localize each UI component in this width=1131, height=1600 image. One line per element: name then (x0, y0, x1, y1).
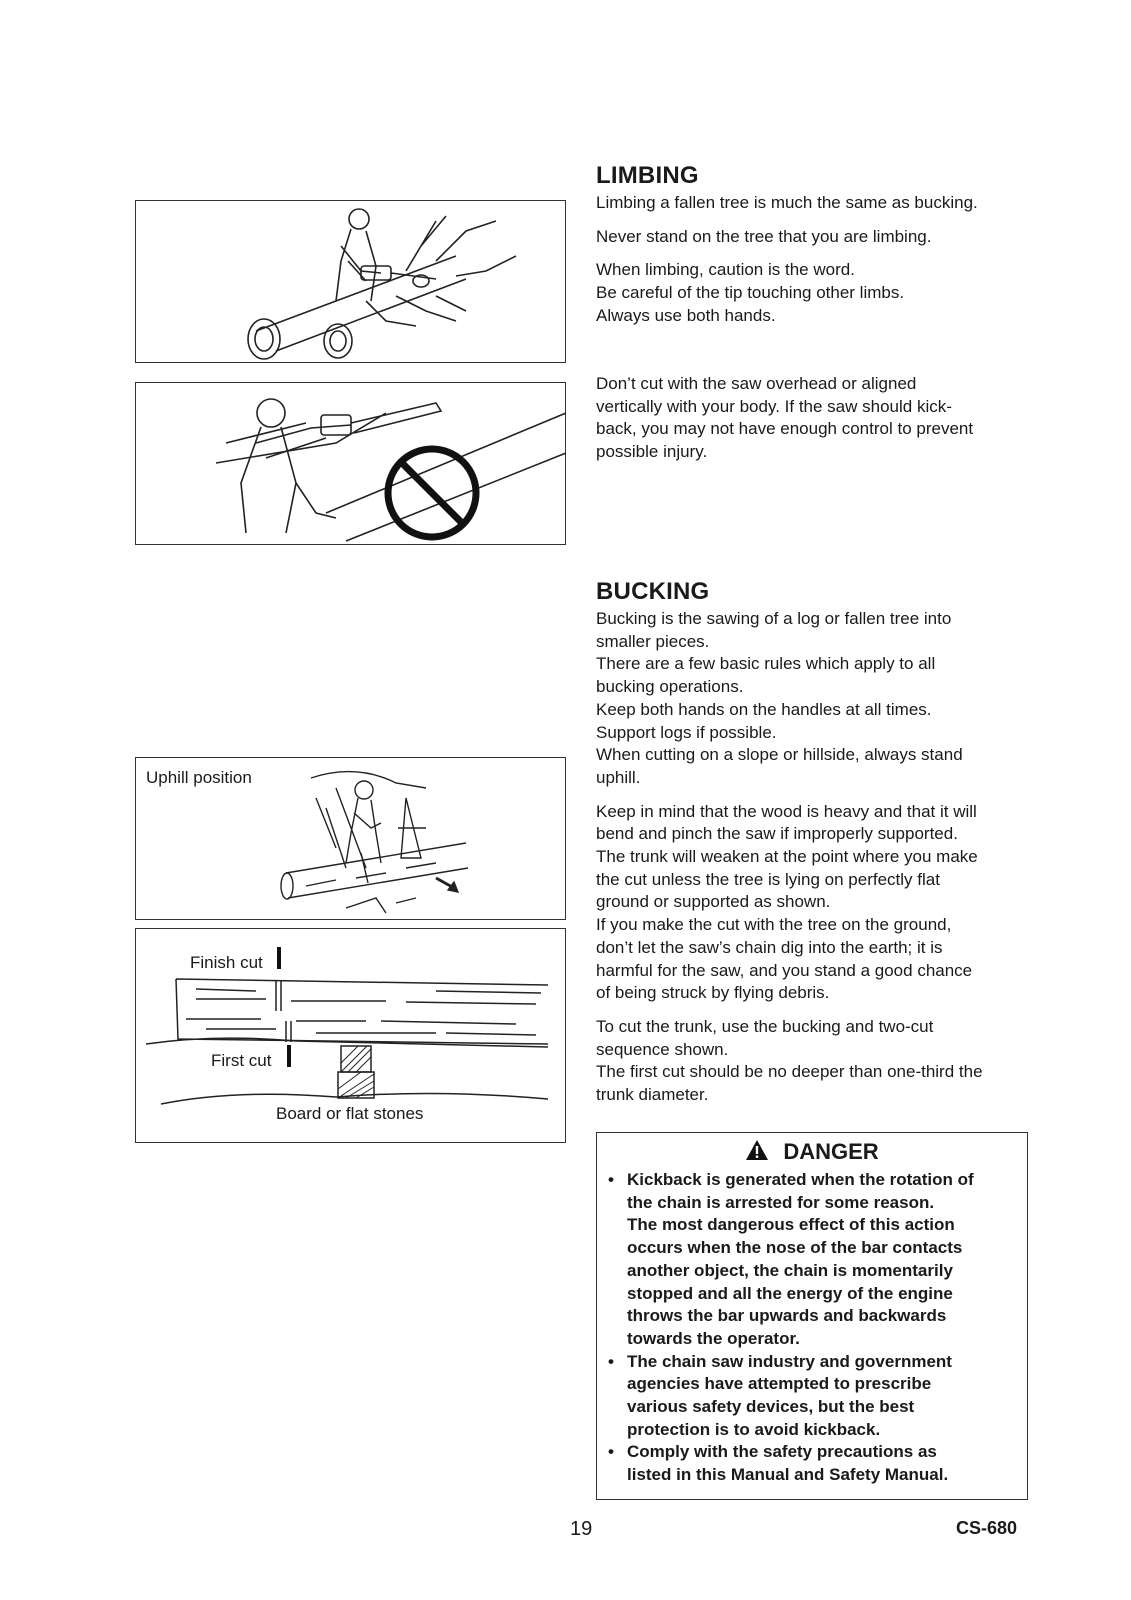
limbing-title: LIMBING (596, 162, 699, 189)
board-label: Board or flat stones (276, 1104, 424, 1123)
limbing-p3: When limbing, caution is the word. Be careful of the tip touching other limbs. Always use both hands. (596, 260, 905, 325)
first-cut-label: First cut (211, 1051, 272, 1070)
uphill-illustration (136, 758, 567, 921)
overhead-cut-figure (135, 382, 566, 545)
limbing-illustration (136, 201, 567, 364)
limbing-warning-text (596, 373, 1036, 464)
warning-triangle-icon (745, 1139, 769, 1161)
prohibited-icon (388, 449, 476, 537)
bucking-section (596, 578, 1036, 1107)
page-number: 19 (570, 1518, 593, 1540)
limbing-p1: Limbing a fallen tree is much the same as bucking. (596, 193, 978, 212)
uphill-position-figure (135, 757, 566, 920)
danger-item: • Comply with the safety precautions as listed in this Manual and Safety Manual. (608, 1442, 949, 1485)
uphill-position-label: Uphill position (146, 768, 252, 787)
limbing-p2: Never stand on the tree that you are limbing. (596, 226, 932, 246)
danger-item: • The chain saw industry and government agencies have attempted to prescribe various safety devices, but the best protection is to avoid kickback. (608, 1351, 952, 1439)
limbing-section (596, 162, 1036, 328)
limbing-p4: Don’t cut with the saw overhead or aligned vertically with your body. If the saw should kick- back, you may not have enough control to prevent possible injury. (596, 374, 974, 462)
bucking-title: BUCKING (596, 578, 710, 605)
danger-header (597, 1139, 1027, 1165)
danger-list (607, 1169, 1017, 1487)
danger-item: • Kickback is generated when the rotation of the chain is arrested for some reason. The most dangerous effect of this action occurs when the nose of the bar contacts another object, the chain is momentarily stopped and all the energy of the engine throws the bar upwards and backwards towards the operator. (608, 1170, 974, 1348)
finish-cut-label: Finish cut (190, 953, 263, 972)
danger-box (596, 1132, 1028, 1500)
limbing-figure (135, 200, 566, 363)
two-cut-diagram (136, 929, 567, 1144)
two-cut-sequence-figure (135, 928, 566, 1143)
bucking-p2: Keep in mind that the wood is heavy and that it will bend and pinch the saw if improperly supported. The trunk will weaken at the point where you make the cut unless the tree is lying on perfectly flat ground or supported as shown. If you make the cut with the tree on the ground, don’t let the saw’s chain dig into the earth; it is harmful for the saw, and you stand a good chance of being struck by flying debris. (596, 801, 978, 1003)
overhead-cut-illustration (136, 383, 567, 546)
model-number: CS-680 (956, 1518, 1018, 1538)
danger-title: DANGER (783, 1139, 879, 1164)
bucking-p3: To cut the trunk, use the bucking and two-cut sequence shown. The first cut should be no deeper than one-third the trunk diameter. (596, 1016, 983, 1105)
bucking-p1: Bucking is the sawing of a log or fallen tree into smaller pieces. There are a few basic rules which apply to all bucking operations. Keep both hands on the handles at all times. Support logs if possible. When cutting on a slope or hillside, always stand uphill. (596, 609, 963, 787)
